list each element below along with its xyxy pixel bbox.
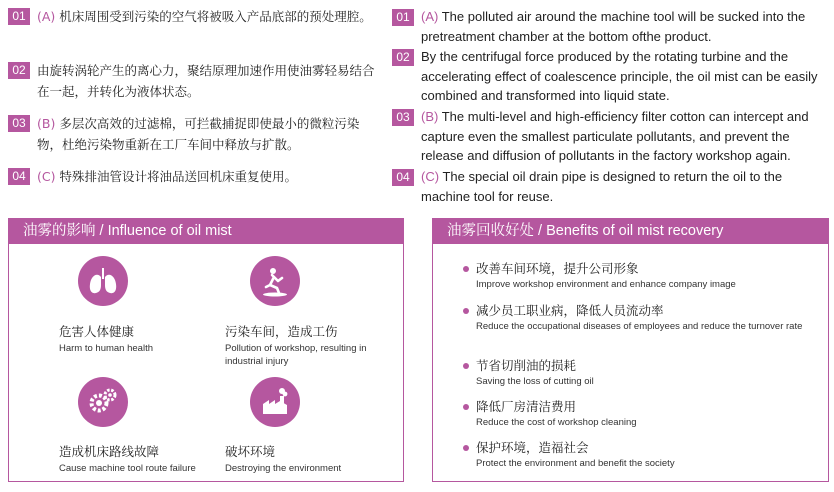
step-number: 02 [8, 62, 30, 79]
step-tag: (C) [37, 169, 56, 184]
influence-title: 油雾的影响 / Influence of oil mist [9, 219, 403, 244]
influence-item-4: 破坏环境 Destroying the environment [225, 444, 342, 474]
step-number: 02 [392, 49, 414, 66]
step-text: 特殊排油管设计将油品送回机床重复使用。 [59, 169, 297, 184]
step-tag: (A) [421, 9, 439, 24]
influence-item-1: 危害人体健康 Harm to human health [59, 324, 153, 354]
step-number: 03 [392, 109, 414, 126]
step-text: 由旋转涡轮产生的离心力，聚结原理加速作用使油雾轻易结合在一起，并转化为液体状态。 [37, 63, 375, 99]
step-zh-3 [8, 113, 378, 155]
influence-panel [8, 218, 404, 482]
step-text: By the centrifugal force produced by the rotating turbine and the accelerating effect of coalescence principle, the oil mist can be easily combined and transformed into liquid state. [421, 49, 818, 103]
step-number: 04 [392, 169, 414, 186]
step-zh-4 [8, 166, 378, 187]
benefit-item-1: 改善车间环境，提升公司形象 Improve workshop environment and enhance company image [463, 261, 813, 291]
influence-item-2: 污染车间，造成工伤 Pollution of workshop, resulting in industrial injury [225, 324, 367, 367]
step-text: The polluted air around the machine tool will be sucked into the pretreatment chamber at the bottom ofthe product. [421, 9, 806, 44]
step-en-4 [392, 167, 830, 206]
step-zh-1 [8, 6, 378, 27]
lungs-icon [78, 256, 128, 306]
step-text: The special oil drain pipe is designed to return the oil to the machine tool for reuse. [421, 169, 783, 204]
step-zh-2 [8, 60, 378, 102]
step-tag: (A) [37, 9, 56, 24]
step-text: 机床周围受到污染的空气将被吸入产品底部的预处理腔。 [59, 9, 372, 24]
step-text: The multi-level and high-efficiency filter cotton can intercept and capture even the smallest particulate pollutants, and prevent the release and diffusion of pollutants in the factory workshop again. [421, 109, 809, 163]
step-en-3 [392, 107, 830, 166]
step-number: 01 [392, 9, 414, 26]
step-number: 03 [8, 115, 30, 132]
step-number: 04 [8, 168, 30, 185]
step-tag: (C) [421, 169, 440, 184]
factory-icon [250, 377, 300, 427]
benefits-title: 油雾回收好处 / Benefits of oil mist recovery [433, 219, 828, 244]
step-en-1 [392, 7, 830, 46]
benefits-panel [432, 218, 829, 482]
influence-item-3: 造成机床路线故障 Cause machine tool route failure [59, 444, 196, 474]
benefit-item-2: 减少员工职业病，降低人员流动率 Reduce the occupational diseases of employees and reduce the turnover rate [463, 303, 813, 333]
step-tag: (B) [421, 109, 439, 124]
step-number: 01 [8, 8, 30, 25]
step-tag: (B) [37, 116, 56, 131]
step-en-2 [392, 47, 830, 106]
step-text: 多层次高效的过滤棉，可拦截捕捉即使最小的微粒污染物，杜绝污染物重新在工厂车间中释放与扩散。 [37, 116, 360, 152]
benefit-item-3: 节省切削油的损耗 Saving the loss of cutting oil [463, 358, 813, 388]
slip-hazard-icon [250, 256, 300, 306]
benefit-item-4: 降低厂房清洁费用 Reduce the cost of workshop cleaning [463, 399, 813, 429]
benefit-item-5: 保护环境，造福社会 Protect the environment and benefit the society [463, 440, 813, 470]
gears-icon [78, 377, 128, 427]
